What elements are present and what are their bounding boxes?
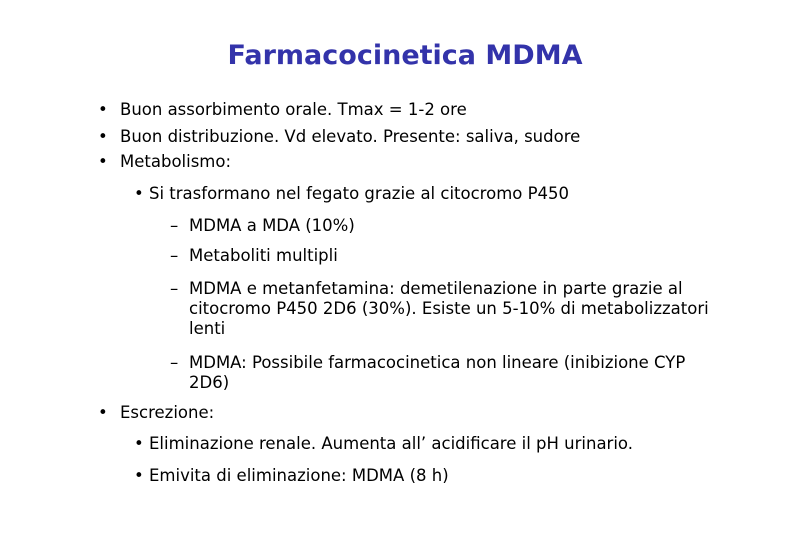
list-item-text: Buon distribuzione. Vd elevato. Presente: saliva, sudore [120, 127, 581, 146]
bullet-icon: • [98, 403, 108, 422]
list-item-text: Metaboliti multipli [189, 246, 338, 265]
list-item-text: Si trasformano nel fegato grazie al citocromo P450 [149, 184, 570, 203]
dash-icon: – [170, 279, 179, 298]
slide-title: Farmacocinetica MDMA [227, 40, 583, 71]
bullet-icon: • [98, 152, 108, 171]
list-item-text: Eliminazione renale. Aumenta all’ acidificare il pH urinario. [149, 434, 633, 453]
list-item-text: Metabolismo: [120, 152, 232, 171]
list-item-text: MDMA e metanfetamina: demetilenazione in parte grazie al citocromo P450 2D6 (30%). Esiste un 5-10% di metabolizzatori lenti [189, 279, 709, 338]
bullet-icon: • [134, 466, 144, 485]
dash-icon: – [170, 216, 179, 235]
bullet-icon: • [134, 184, 144, 203]
list-item-text: Buon assorbimento orale. Tmax = 1-2 ore [120, 100, 467, 119]
dash-icon: – [170, 246, 179, 265]
list-item-text: Escrezione: [120, 403, 215, 422]
list-item-text: MDMA a MDA (10%) [189, 216, 355, 235]
list-item-text: MDMA: Possibile farmacocinetica non lineare (inibizione CYP 2D6) [189, 353, 686, 392]
bullet-icon: • [98, 100, 108, 119]
dash-icon: – [170, 353, 179, 372]
list-item-text: Emivita di eliminazione: MDMA (8 h) [149, 466, 449, 485]
bullet-icon: • [98, 127, 108, 146]
bullet-icon: • [134, 434, 144, 453]
